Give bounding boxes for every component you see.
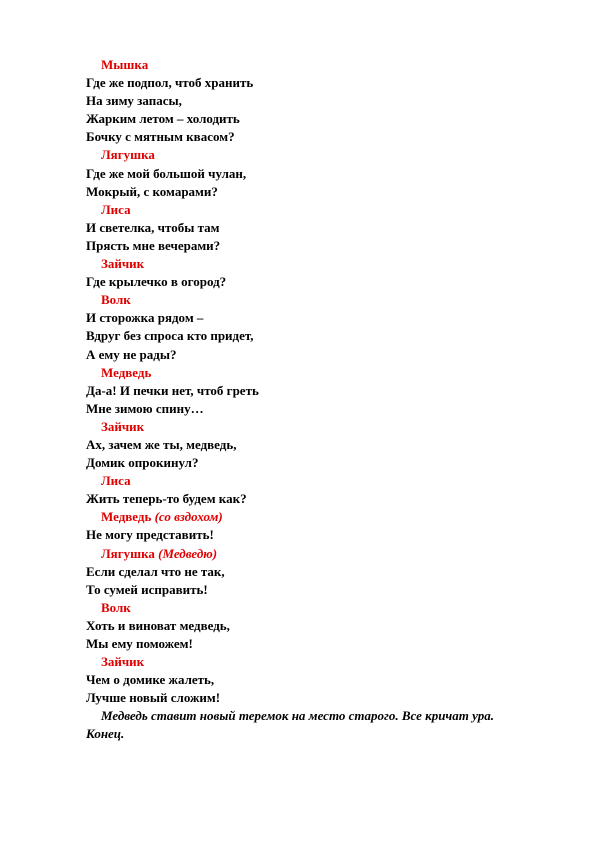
- speaker-name: [86, 599, 556, 617]
- speaker-name: [86, 472, 556, 490]
- speaker-name: [86, 508, 556, 526]
- dialogue-container: [86, 56, 556, 707]
- dialogue-line: А ему не рады?: [86, 346, 177, 362]
- speaker-label: Зайчик: [101, 654, 145, 670]
- speaker-label: Мышка: [101, 57, 149, 72]
- dialogue-line: Где же мой большой чулан,: [86, 165, 247, 181]
- speaker-label: Лягушка: [101, 147, 155, 163]
- ending-text: Конец.: [86, 726, 125, 742]
- dialogue-line: Ах, зачем же ты, медведь,: [86, 436, 237, 452]
- dialogue-line: Если сделал что не так,: [86, 563, 225, 579]
- dialogue-line: Хоть и виноват медведь,: [86, 617, 230, 633]
- dialogue-line: Бочку с мятным квасом?: [86, 129, 235, 145]
- dialogue-line: Мне зимою спину…: [86, 400, 204, 416]
- speaker-label: Лягушка: [101, 545, 155, 561]
- play-script: [86, 56, 556, 744]
- speaker-name: [86, 56, 556, 74]
- stage-direction: Медведь ставит новый теремок на место старого. Все кричат ура.: [101, 708, 494, 724]
- dialogue-line: И светелка, чтобы там: [86, 219, 220, 235]
- dialogue-line: На зиму запасы,: [86, 93, 182, 109]
- dialogue-line: Прясть мне вечерами?: [86, 237, 221, 253]
- dialogue-line: Жить теперь-то будем как?: [86, 491, 247, 507]
- speaker-name: [86, 653, 556, 671]
- dialogue-line: Мокрый, с комарами?: [86, 183, 218, 199]
- dialogue-line: И сторожка рядом –: [86, 310, 204, 326]
- speaker-name: [86, 201, 556, 219]
- speaker-name: [86, 364, 556, 382]
- dialogue-line: Домик опрокинул?: [86, 455, 199, 471]
- dialogue-line: Да-а! И печки нет, чтоб греть: [86, 382, 259, 398]
- dialogue-line: То сумей исправить!: [86, 581, 208, 597]
- speaker-name: [86, 146, 556, 164]
- dialogue-line: Чем о домике жалеть,: [86, 672, 215, 688]
- stage-note: (Медведю): [158, 545, 218, 561]
- speaker-label: Лиса: [101, 473, 131, 489]
- speaker-label: Волк: [101, 292, 131, 308]
- stage-note: (со вздохом): [154, 509, 223, 525]
- speaker-label: Волк: [101, 599, 131, 615]
- speaker-label: Медведь: [101, 509, 152, 525]
- dialogue-line: Мы ему поможем!: [86, 636, 193, 651]
- dialogue-line: Жарким летом – холодить: [86, 111, 240, 127]
- dialogue-line: Где крылечко в огород?: [86, 274, 227, 290]
- dialogue-line: Лучше новый сложим!: [86, 690, 221, 706]
- dialogue-line: Вдруг без спроса кто придет,: [86, 328, 254, 344]
- speaker-label: Зайчик: [101, 418, 145, 434]
- dialogue-line: Не могу представить!: [86, 527, 214, 543]
- speaker-name: [86, 545, 556, 563]
- speaker-label: Медведь: [101, 364, 152, 380]
- speaker-name: [86, 418, 556, 436]
- speaker-label: Зайчик: [101, 256, 145, 272]
- speaker-name: [86, 255, 556, 273]
- speaker-name: [86, 291, 556, 309]
- dialogue-line: Где же подпол, чтоб хранить: [86, 75, 254, 91]
- speaker-label: Лиса: [101, 201, 131, 217]
